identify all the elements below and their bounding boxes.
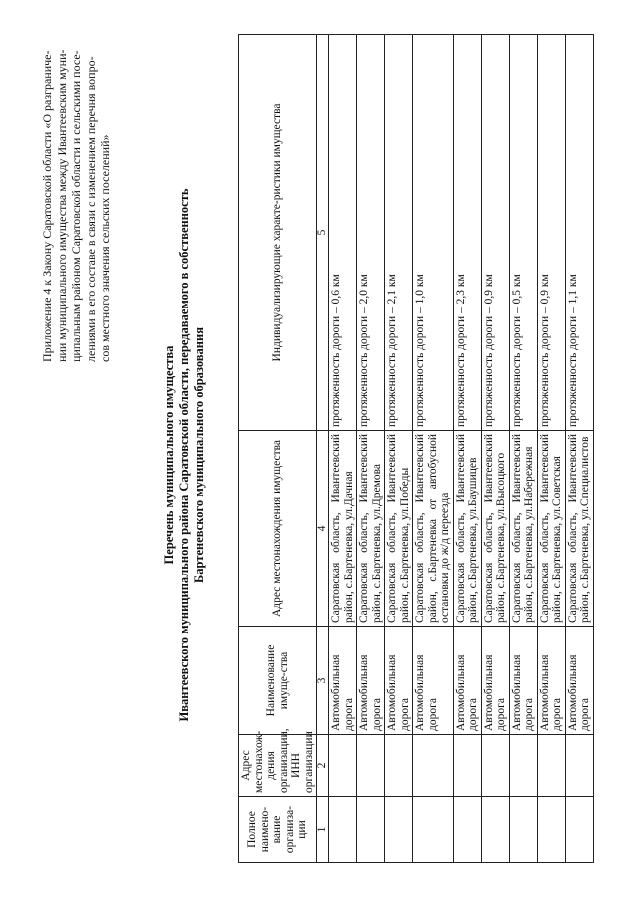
org-address-cell: [537, 735, 565, 797]
org-address-cell: [329, 735, 357, 797]
table-row: [329, 35, 357, 863]
appendix-line: сов местного значения сельских поселений»: [98, 134, 112, 362]
org-address-cell: [509, 735, 537, 797]
property-name-cell: Автомобильная дорога: [565, 627, 593, 735]
property-address-cell: Саратовская область, Ивантеевский район, с.Бартеневка, ул.Дремова: [357, 431, 385, 627]
column-header: Индивидуализирующие характе-ристики имущества: [239, 35, 317, 431]
column-number-row: [317, 35, 329, 863]
property-name-cell: Автомобильная дорога: [385, 627, 413, 735]
heading-line-3: Бартеневского муниципального образования: [192, 327, 206, 583]
property-characteristics-cell: протяженность дороги – 1,1 км: [565, 35, 593, 431]
property-name-cell: Автомобильная дорога: [537, 627, 565, 735]
table-row: [413, 35, 454, 863]
org-name-cell: [453, 797, 481, 863]
table-header-row: [239, 35, 317, 863]
property-characteristics-cell: протяженность дороги – 1,0 км: [413, 35, 454, 431]
property-name-cell: Автомобильная дорога: [413, 627, 454, 735]
property-characteristics-cell: протяженность дороги – 0,5 км: [509, 35, 537, 431]
appendix-line: лениями в его составе в связи с изменением перечня вопро-: [83, 56, 98, 362]
property-characteristics-cell: протяженность дороги – 0,9 км: [537, 35, 565, 431]
table-row: [481, 35, 509, 863]
property-address-cell: Саратовская область, Ивантеевский район, с.Бартеневка, ул.Дачная: [329, 431, 357, 627]
heading-line-1: Перечень муниципального имущества: [162, 345, 176, 565]
heading-line-2: Ивантеевского муниципального района Саратовской области, передаваемого в собственность: [177, 188, 191, 722]
table-row: [565, 35, 593, 863]
table-body: [329, 35, 594, 863]
property-table: [238, 34, 594, 863]
appendix-line: ципальным районом Саратовской области и сельскими посе-: [69, 50, 83, 362]
table-row: [453, 35, 481, 863]
column-header: Адрес местонахож-дения организации, ИНН организации: [239, 735, 317, 797]
property-name-cell: Автомобильная дорога: [329, 627, 357, 735]
column-number: 4: [317, 431, 329, 627]
org-address-cell: [385, 735, 413, 797]
column-number: 1: [317, 797, 329, 863]
property-address-cell: Саратовская область, Ивантеевский район, с.Бартеневка, ул.Баушицев: [453, 431, 481, 627]
column-number: 2: [317, 735, 329, 797]
column-header: Наименование имуще-ства: [239, 627, 317, 735]
property-characteristics-cell: протяженность дороги – 2,3 км: [453, 35, 481, 431]
org-name-cell: [537, 797, 565, 863]
column-number: 5: [317, 35, 329, 431]
column-header: Полное наимено-вание организа-ции: [239, 797, 317, 863]
table-row: [509, 35, 537, 863]
property-characteristics-cell: протяженность дороги – 2,1 км: [385, 35, 413, 431]
property-address-cell: Саратовская область, Ивантеевский район, с.Бартеневка, ул.Победы: [385, 431, 413, 627]
property-address-cell: Саратовская область, Ивантеевский район, с.Бартеневка, ул.Специалистов: [565, 431, 593, 627]
org-name-cell: [509, 797, 537, 863]
org-address-cell: [357, 735, 385, 797]
org-name-cell: [413, 797, 454, 863]
appendix-line: нии муниципального имущества между Ивантеевским муни-: [54, 49, 69, 362]
document-heading: [162, 105, 207, 805]
property-characteristics-cell: протяженность дороги – 0,9 км: [481, 35, 509, 431]
property-characteristics-cell: протяженность дороги – 0,6 км: [329, 35, 357, 431]
org-address-cell: [453, 735, 481, 797]
column-header: Адрес местонахождения имущества: [239, 431, 317, 627]
property-name-cell: Автомобильная дорога: [357, 627, 385, 735]
appendix-note: [40, 44, 113, 362]
org-address-cell: [481, 735, 509, 797]
column-number: 3: [317, 627, 329, 735]
table-row: [537, 35, 565, 863]
property-address-cell: Саратовская область, Ивантеевский район, с.Бартеневка, ул.Набережная: [509, 431, 537, 627]
property-name-cell: Автомобильная дорога: [481, 627, 509, 735]
org-name-cell: [357, 797, 385, 863]
table-row: [385, 35, 413, 863]
org-name-cell: [565, 797, 593, 863]
org-name-cell: [385, 797, 413, 863]
org-name-cell: [481, 797, 509, 863]
property-address-cell: Саратовская область, Ивантеевский район, с.Бартеневка от автобусной остановки до ж/д переезда: [413, 431, 454, 627]
table-row: [357, 35, 385, 863]
property-name-cell: Автомобильная дорога: [453, 627, 481, 735]
org-address-cell: [413, 735, 454, 797]
org-name-cell: [329, 797, 357, 863]
property-characteristics-cell: протяженность дороги – 2,0 км: [357, 35, 385, 431]
property-name-cell: Автомобильная дорога: [509, 627, 537, 735]
appendix-line: Приложение 4 к Закону Саратовской области «О разграниче-: [40, 50, 54, 362]
org-address-cell: [565, 735, 593, 797]
property-address-cell: Саратовская область, Ивантеевский район, с.Бартеневка, ул.Высоцкого: [481, 431, 509, 627]
property-address-cell: Саратовская область, Ивантеевский район, с.Бартеневка, ул.Советская: [537, 431, 565, 627]
